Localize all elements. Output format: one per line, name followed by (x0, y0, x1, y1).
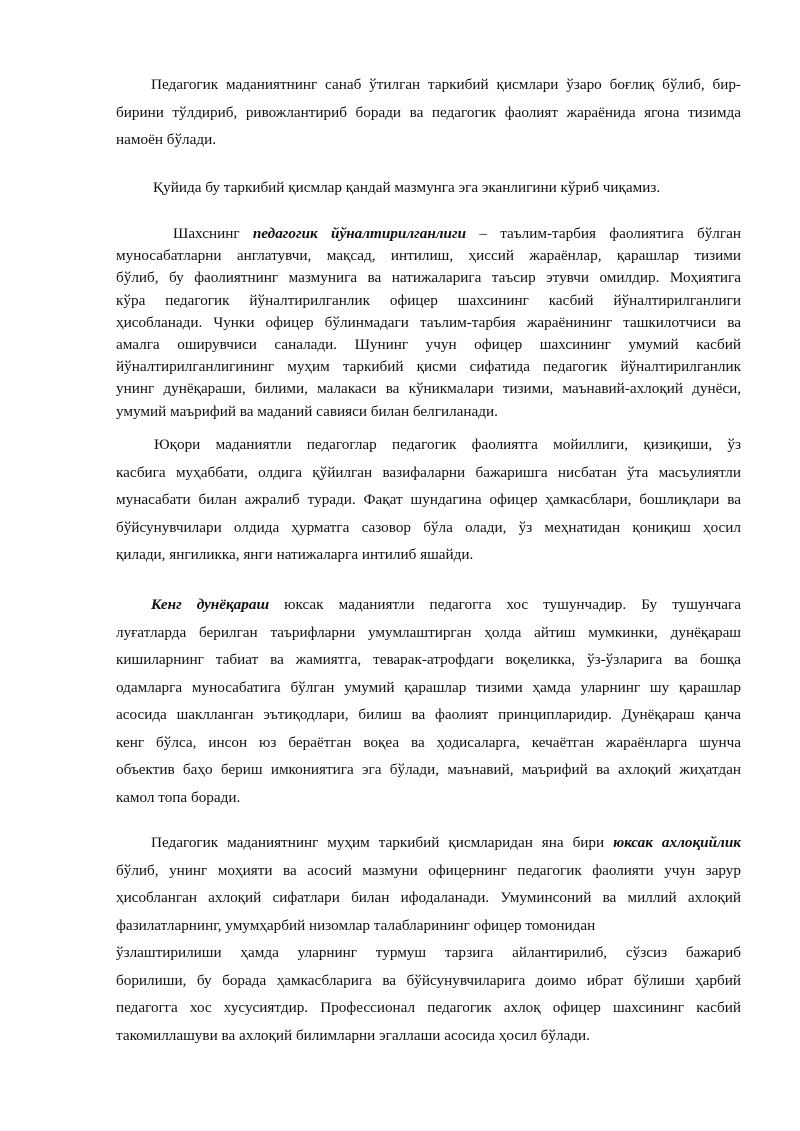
text-line: асосида шаклланган эътиқодлари, билиш ва фаолият принципларидир. Дунёқараш қанча (116, 706, 741, 723)
text-line: одамларга муносабатига бўлган умумий қарашлар тизими ҳамда уларнинг шу қарашлар (116, 678, 741, 696)
paragraph-broad-worldview (116, 591, 741, 811)
text-line: ҳисобланади. Чунки офицер бўлинмадаги таълим-тарбия жараёнининг ташкилотчиси ва (116, 313, 741, 331)
text-line-first (116, 223, 741, 245)
paragraph-high-culture-teachers (116, 431, 741, 569)
text-line: луғатларда берилган таърифларни умумлаштирган ҳолда айтиш мумкинки, дунёқараш (116, 623, 741, 641)
text-run: Шахснинг (173, 225, 253, 242)
text-line: камол топа боради. (116, 788, 241, 806)
text-line: объектив баҳо бериш имкониятига эга бўлади, маънавий, маърифий ва ахлоқий жиҳатдан (116, 761, 741, 778)
term-high-morality: юксак ахлоқийлик (613, 834, 741, 851)
text-line: йўналтирилганлигининг муҳим таркибий қисми сифатида педагогик йўналтирилганлик (116, 358, 741, 376)
text-line: бирини тўлдириб, ривожлантириб боради ва педагогик фаолият жараёнида ягона тизимда (116, 103, 741, 121)
paragraph-components-interrelation (116, 71, 741, 154)
text-line: ўзлаштирилиши ҳамда уларнинг турмуш тарзига айлантирилиб, сўзсиз бажариб (116, 944, 741, 961)
text-run: Педагогик маданиятнинг муҳим таркибий қисмларидан яна бири (151, 834, 614, 851)
text-line-first (116, 829, 741, 857)
text-run: юксак маданиятли педагогга хос тушунчадир. Бу тушунчага (269, 596, 741, 613)
text-line: Юқори маданиятли педагоглар педагогик фаолиятга мойиллиги, қизиқиши, ўз (154, 436, 741, 453)
paragraph-pedagogical-orientation (116, 223, 741, 423)
text-line: Педагогик маданиятнинг санаб ўтилган таркибий қисмлари ўзаро боғлиқ бўлиб, бир- (151, 76, 741, 93)
text-line: намоён бўлади. (116, 131, 217, 148)
text-line: қилади, янгиликка, янги натижаларга интилиб яшайди. (116, 546, 474, 563)
text-run: – таълим-тарбия фаолиятига бўлган (466, 225, 741, 242)
text-line: кўра педагогик йўналтирилганлик офицер шахсининг касбий йўналтирилганлиги (116, 291, 741, 309)
paragraph-intro-components (116, 174, 741, 202)
text-line-first (116, 591, 741, 619)
text-line: кенг бўлса, инсон юз бераётган воқеа ва ҳодисаларга, кечаётган жараёнларга шунча (116, 733, 741, 751)
text-line: унинг дунёқараши, билими, малакаси ва кўникмалари тизими, маънавий-ахлоқий дунёси, (116, 380, 741, 398)
text-line: педагогга хос хусусиятдир. Профессионал педагогик ахлоқ офицер шахсининг касбий (116, 999, 741, 1016)
text-line: борилиши, бу борада ҳамкасбларига ва бўйсунувчиларига доимо ибрат бўлиши ҳарбий (116, 971, 741, 989)
text-line: бўйсунувчилари олдида ҳурматга сазовор бўла олади, ўз меҳнатидан қониқиш ҳосил (116, 518, 741, 536)
text-line: касбига муҳаббати, олдига қўйилган вазифаларни бажаришга нисбатан ўта масъулиятли (116, 463, 741, 481)
text-line: умумий маърифий ва маданий савияси билан белгиланади. (116, 402, 498, 420)
text-line: мунасабати билан ажралиб туради. Фақат шундагина офицер ҳамкасблари, бошлиқлари ва (116, 491, 741, 508)
term-broad-worldview: Кенг дунёқараш (151, 596, 270, 613)
text-line: бўлиб, бу фаолиятнинг мазмунига ва натижаларига таъсир этувчи омилдир. Моҳиятига (116, 269, 741, 287)
paragraph-high-morality (116, 829, 741, 1049)
text-line: Қуйида бу таркибий қисмлар қандай мазмунга эга эканлигини кўриб чиқамиз. (153, 179, 661, 196)
text-line: кишиларнинг табиат ва жамиятга, теварак-атрофдаги воқеликка, ўз-ўзларига ва бошқа (116, 651, 741, 668)
text-line: ҳисобланган ахлоқий сифатлари билан ифодаланади. Умуминсоний ва миллий ахлоқий (116, 889, 741, 906)
text-line: бўлиб, унинг моҳияти ва асосий мазмуни офицернинг педагогик фаолияти учун зарур (116, 861, 741, 879)
term-pedagogical-orientation: педагогик йўналтирилганлиги (252, 225, 467, 242)
text-line: амалга оширувчиси саналади. Шунинг учун офицер шахсининг умумий касбий (116, 336, 741, 354)
text-line: муносабатларни англатувчи, мақсад, интилиш, ҳиссий жараёнлар, қарашлар тизими (116, 247, 741, 265)
text-line: такомиллашуви ва ахлоқий билимларни эгаллаши асосида ҳосил бўлади. (116, 1026, 590, 1044)
text-line: фазилатларнинг, умумҳарбий низомлар талабларининг офицер томонидан (116, 916, 596, 934)
